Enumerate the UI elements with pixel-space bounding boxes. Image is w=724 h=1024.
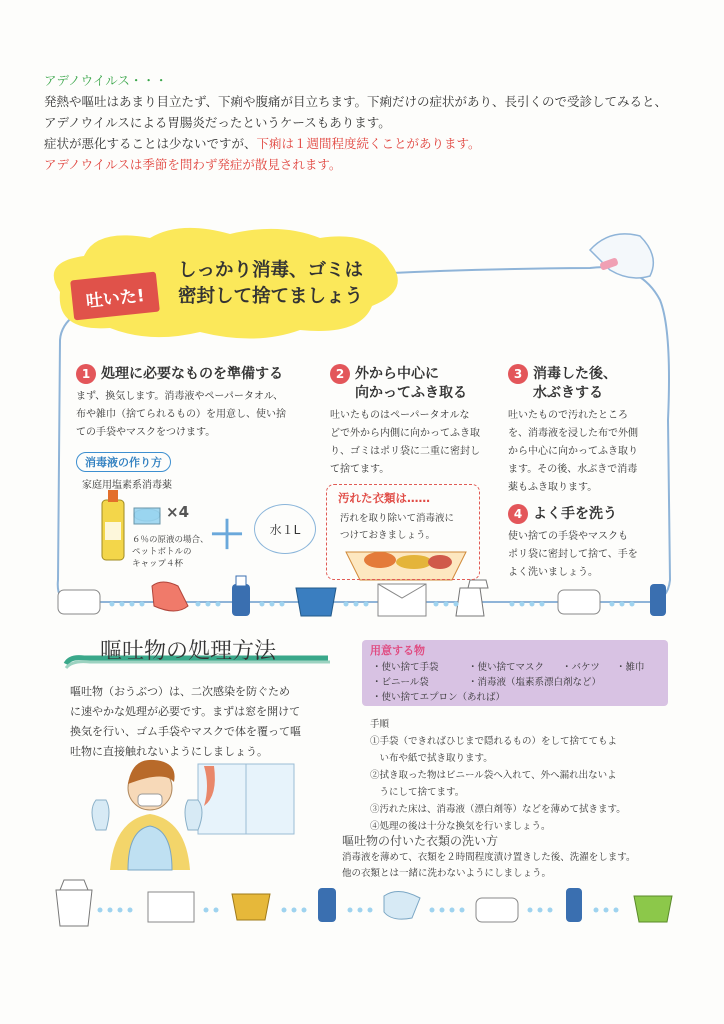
items-row-2 (56, 880, 672, 926)
step-text (508, 407, 668, 497)
procedure-line: ③汚れた床は、消毒液（漂白剤等）などを薄めて拭きます。 (370, 804, 626, 815)
dirty-clothes-title: 汚れた衣類は…… (338, 491, 430, 505)
supply-item: ・ビニール袋 (372, 677, 429, 688)
items-row-1 (58, 576, 666, 616)
supply-item: ・使い捨てエプロン（あれば） (372, 692, 506, 703)
step-heading (76, 364, 306, 384)
intro-heading: アデノウイルス・・・ (44, 73, 168, 88)
bag-tie-icon (590, 234, 653, 278)
recipe-tag: 消毒液の作り方 (76, 452, 171, 472)
water-badge: 水１L (254, 504, 316, 554)
procedure-line: うにして捨てます。 (370, 787, 465, 798)
procedure (370, 716, 670, 835)
wash-title: 嘔吐物の付いた衣類の洗い方 (342, 834, 499, 848)
supply-item: ・使い捨てマスク (468, 662, 545, 673)
bucket-icon (634, 896, 672, 922)
mask-icon (58, 590, 100, 614)
person-illustration (92, 760, 294, 870)
procedure-line: ①手袋（できればひじまで隠れるもの）をして捨ててもよ (370, 736, 618, 747)
procedure-line: ④処理の後は十分な換気を行いましょう。 (370, 821, 551, 832)
wash-text (342, 850, 672, 882)
procedure-title: 手順 (370, 719, 390, 730)
procedure-line: ②拭き取った物はビニール袋へ入れて、外へ漏れ出ないよ (370, 770, 617, 781)
section-body (70, 682, 360, 762)
spray-bottle-icon (566, 888, 582, 922)
supply-item: ・バケツ (562, 662, 600, 673)
step-text-line: 吐いたもので汚れたところ (508, 410, 628, 421)
wash-text-line: 他の衣類とは一緒に洗わないようにしましょう。 (342, 868, 552, 879)
dirty-clothes-text (340, 510, 480, 544)
step-text-line: ます。その後、水ぶきで消毒 (508, 464, 638, 475)
step-number: 1 (76, 364, 96, 384)
procedure-line: い布や紙で拭き取ります。 (370, 753, 493, 764)
recipe-subtitle: 家庭用塩素系消毒薬 (82, 480, 172, 491)
step-text (76, 388, 306, 442)
supplies-title: 用意する物 (370, 644, 425, 657)
gloves-icon (384, 891, 420, 919)
step-title: 処理に必要なものを準備する (101, 366, 283, 382)
step-4 (508, 504, 668, 582)
intro-line: アデノウイルスによる胃腸炎だったというケースもあります。 (44, 115, 391, 130)
step-text-line: て捨てます。 (330, 464, 390, 475)
step-text-line: から中心に向かってふき取り (508, 446, 638, 457)
step-text-line: どで外から内側に向かってふき取 (330, 428, 480, 439)
step-text-line: 布や雑巾（捨てられるもの）を用意し、使い捨 (76, 409, 286, 420)
step-heading (508, 504, 668, 524)
step-3 (508, 364, 668, 497)
recipe-note-line: ６％の原液の場合、 (132, 535, 209, 545)
step-text-line: 薬もふき取ります。 (508, 482, 598, 493)
mask-icon (476, 898, 518, 922)
spray-bottle-icon (318, 888, 336, 922)
step-title: 外から中心に (355, 366, 439, 382)
step-heading (330, 364, 490, 403)
vomit-label-badge: 吐いた! (70, 272, 160, 321)
paper-towel-icon (378, 584, 426, 616)
bubble-title-line: 密封して捨てましょう (178, 286, 364, 307)
bubble-title-line: しっかり消毒、ゴミは (178, 260, 364, 281)
bleach-bottle-icon (102, 490, 124, 560)
recipe-note-line: キャップ４杯 (132, 559, 184, 569)
step-title: 水ぶきする (533, 385, 603, 401)
dirty-text-line: つけておきましょう。 (340, 530, 436, 541)
step-heading (508, 364, 668, 403)
section-body-line: 吐物に直接触れないようにしましょう。 (70, 745, 268, 758)
recipe-note-line: ペットボトルの (132, 547, 192, 557)
intro-line-part: 症状が悪化することは少ないですが、 (44, 136, 257, 151)
intro-highlight: 下痢は１週間程度続くことがあります。 (256, 136, 481, 151)
step-text-line: 吐いたものはペーパータオルな (330, 410, 470, 421)
step-text-line: を、消毒液を浸した布で外側 (508, 428, 638, 439)
recipe-multiplier: ×4 (166, 503, 190, 521)
intro-line: 発熱や嘔吐はあまり目立たず、下痢や腹痛が目立ちます。下痢だけの症状があり、長引くので受診してみると、 (44, 94, 668, 109)
step-title: 向かってふき取る (355, 385, 467, 401)
section-body-line: 嘔吐物（おうぶつ）は、二次感染を防ぐため (70, 685, 290, 698)
wash-text-line: 消毒液を薄めて、衣類を２時間程度漬け置きした後、洗濯をします。 (342, 852, 636, 863)
step-text-line: ての手袋やマスクをつけます。 (76, 427, 216, 438)
step-text (330, 407, 490, 479)
bubble-title (178, 258, 428, 310)
supply-item: ・消毒液（塩素系漂白剤など） (468, 677, 602, 688)
dirty-text-line: 汚れを取り除いて消毒液に (340, 513, 455, 524)
spray-bottle-icon (232, 576, 250, 616)
step-text (508, 528, 668, 582)
gloves-icon (152, 582, 188, 611)
mask-icon (558, 590, 600, 614)
section-body-line: に速やかな処理が必要です。まずは窓を開けて (70, 705, 301, 718)
step-text-line: り、ゴミはポリ袋に二重に密封し (330, 446, 480, 457)
step-number: 3 (508, 364, 528, 384)
step-title: 消毒した後、 (533, 366, 617, 382)
plus-icon: ＋ (208, 513, 247, 557)
step-title: よく手を洗う (533, 506, 617, 522)
section-title: 嘔吐物の処理方法 (100, 639, 277, 664)
bucket-icon (232, 894, 270, 920)
step-text-line: 使い捨ての手袋やマスクも (508, 531, 628, 542)
supply-item: ・使い捨て手袋 (372, 662, 439, 673)
step-text-line: まず、換気します。消毒液やペーパータオル、 (76, 391, 284, 402)
bag-icon (56, 880, 92, 926)
spray-bottle-icon (650, 584, 666, 616)
step-number: 4 (508, 504, 528, 524)
step-text-line: よく洗いましょう。 (508, 567, 598, 578)
bucket-icon (296, 588, 336, 616)
step-1 (76, 364, 306, 442)
step-2 (330, 364, 490, 479)
intro-line: アデノウイルスは季節を問わず発症が散見されます。 (44, 157, 342, 172)
bottle-cap-icon (134, 508, 160, 524)
paper-towel-icon (148, 892, 194, 922)
bag-icon (456, 580, 488, 616)
step-number: 2 (330, 364, 350, 384)
step-text-line: ポリ袋に密封して捨て、手を (508, 549, 638, 560)
section-body-line: 換気を行い、ゴム手袋やマスクで体を覆って嘔 (70, 725, 301, 738)
supply-item: ・雑巾 (616, 662, 645, 673)
